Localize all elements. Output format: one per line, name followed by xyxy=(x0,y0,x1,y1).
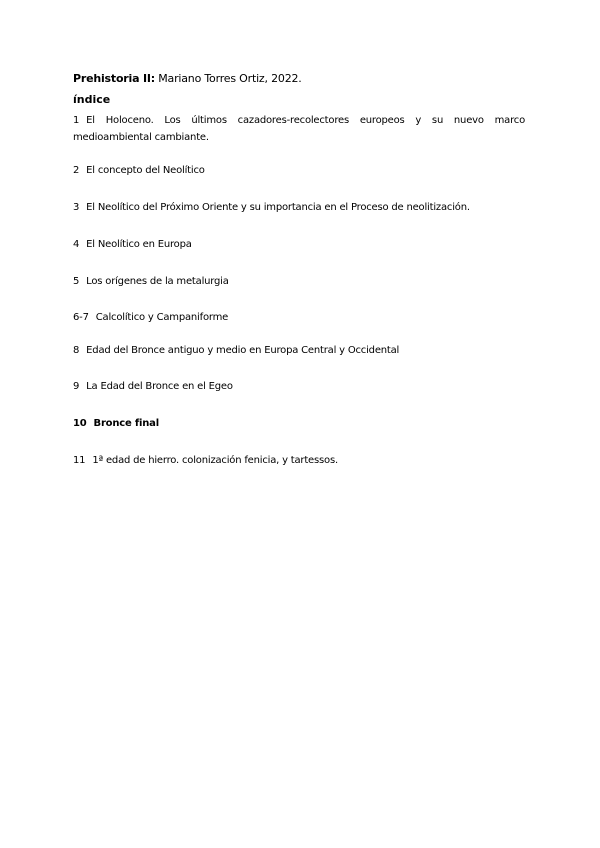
index-entry xyxy=(73,236,192,253)
entry-text: Calcolítico y Campaniforme xyxy=(95,312,229,323)
index-entry xyxy=(73,273,229,290)
entry-text: Edad del Bronce antiguo y medio en Europa Central y Occidental xyxy=(86,345,400,356)
index-title: índice xyxy=(73,93,111,106)
entry-text: El concepto del Neolítico xyxy=(86,165,205,176)
index-entry xyxy=(73,162,205,179)
entry-number: 5 xyxy=(73,276,80,287)
entry-text: La Edad del Bronce en el Egeo xyxy=(86,381,233,392)
index-entry xyxy=(73,199,470,216)
document-header xyxy=(73,71,302,87)
entry-number: 2 xyxy=(73,165,80,176)
entry-text: Bronce final xyxy=(93,418,159,429)
entry-number: 10 xyxy=(73,418,87,429)
entry-number: 11 xyxy=(73,455,86,466)
index-entry xyxy=(73,378,233,395)
entry-text: 1ª edad de hierro. colonización fenicia, y tartessos. xyxy=(92,455,338,466)
entry-text: Los orígenes de la metalurgia xyxy=(86,276,229,287)
index-entry xyxy=(73,452,338,469)
index-entry xyxy=(73,112,525,146)
course-author: Mariano Torres Ortiz, 2022. xyxy=(154,72,302,85)
entry-number: 8 xyxy=(73,345,80,356)
index-entry xyxy=(73,309,228,326)
entry-number: 1 xyxy=(73,115,80,126)
entry-number: 3 xyxy=(73,202,80,213)
entry-number: 9 xyxy=(73,381,80,392)
entry-number: 4 xyxy=(73,239,80,250)
entry-text: El Neolítico en Europa xyxy=(86,239,192,250)
entry-text: El Holoceno. Los últimos cazadores-recolectores europeos y su nuevo marco medioambiental cambiante. xyxy=(73,115,525,143)
entry-number: 6-7 xyxy=(73,312,89,323)
course-label: Prehistoria II: xyxy=(73,72,155,85)
index-entry xyxy=(73,342,399,359)
entry-text: El Neolítico del Próximo Oriente y su importancia en el Proceso de neolitización. xyxy=(86,202,470,213)
index-entry xyxy=(73,415,159,432)
